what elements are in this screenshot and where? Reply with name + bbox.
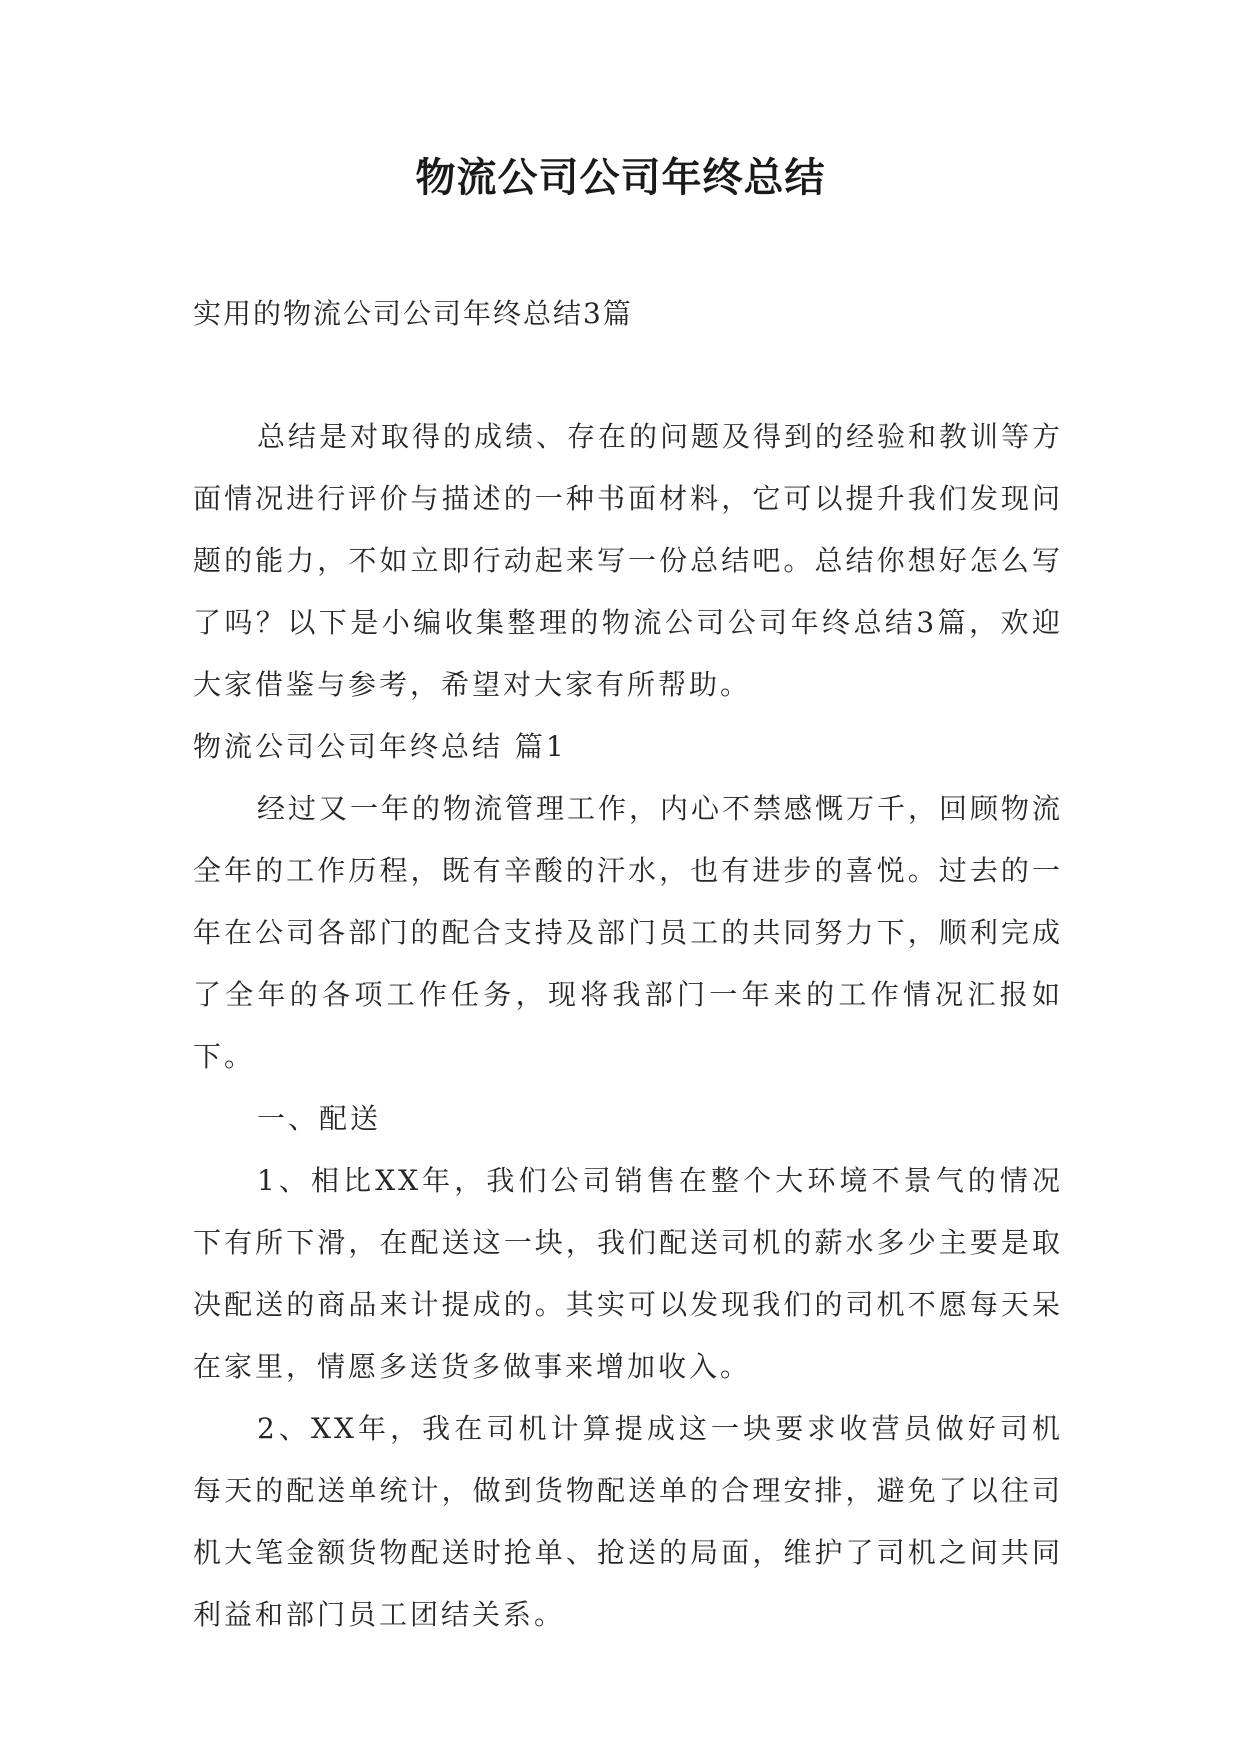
section-heading-delivery: 一、配送 xyxy=(257,1102,382,1135)
document-title: 物流公司公司年终总结 xyxy=(415,154,826,201)
intro-paragraph: 总结是对取得的成绩、存在的问题及得到的经验和教训等方面情况进行评价与描述的一种书面材料，它可以提升我们发现问题的能力，不如立即行动起来写一份总结吧。总结你想好怎么写了吗？以下是小编收集整理的物流公司公司年终总结3篇，欢迎大家借鉴与参考，希望对大家有所帮助。 xyxy=(193,420,1064,701)
document-body xyxy=(193,406,1063,1646)
body-paragraph: 2、XX年，我在司机计算提成这一块要求收营员做好司机每天的配送单统计，做到货物配送单的合理安排，避免了以往司机大笔金额货物配送时抢单、抢送的局面，维护了司机之间共同利益和部门员工团结关系。 xyxy=(193,1412,1063,1631)
body-paragraph: 1、相比XX年，我们公司销售在整个大环境不景气的情况下有所下滑，在配送这一块，我们配送司机的薪水多少主要是取决配送的商品来计提成的。其实可以发现我们的司机不愿每天呆在家里，情愿多送货多做事来增加收入。 xyxy=(193,1164,1063,1383)
body-paragraph: 经过又一年的物流管理工作，内心不禁感慨万千，回顾物流全年的工作历程，既有辛酸的汗水，也有进步的喜悦。过去的一年在公司各部门的配合支持及部门员工的共同努力下，顺利完成了全年的各项工作任务，现将我部门一年来的工作情况汇报如下。 xyxy=(193,792,1064,1073)
document-subtitle: 实用的物流公司公司年终总结3篇 xyxy=(193,297,633,330)
section-heading-part1: 物流公司公司年终总结 篇1 xyxy=(193,730,567,763)
